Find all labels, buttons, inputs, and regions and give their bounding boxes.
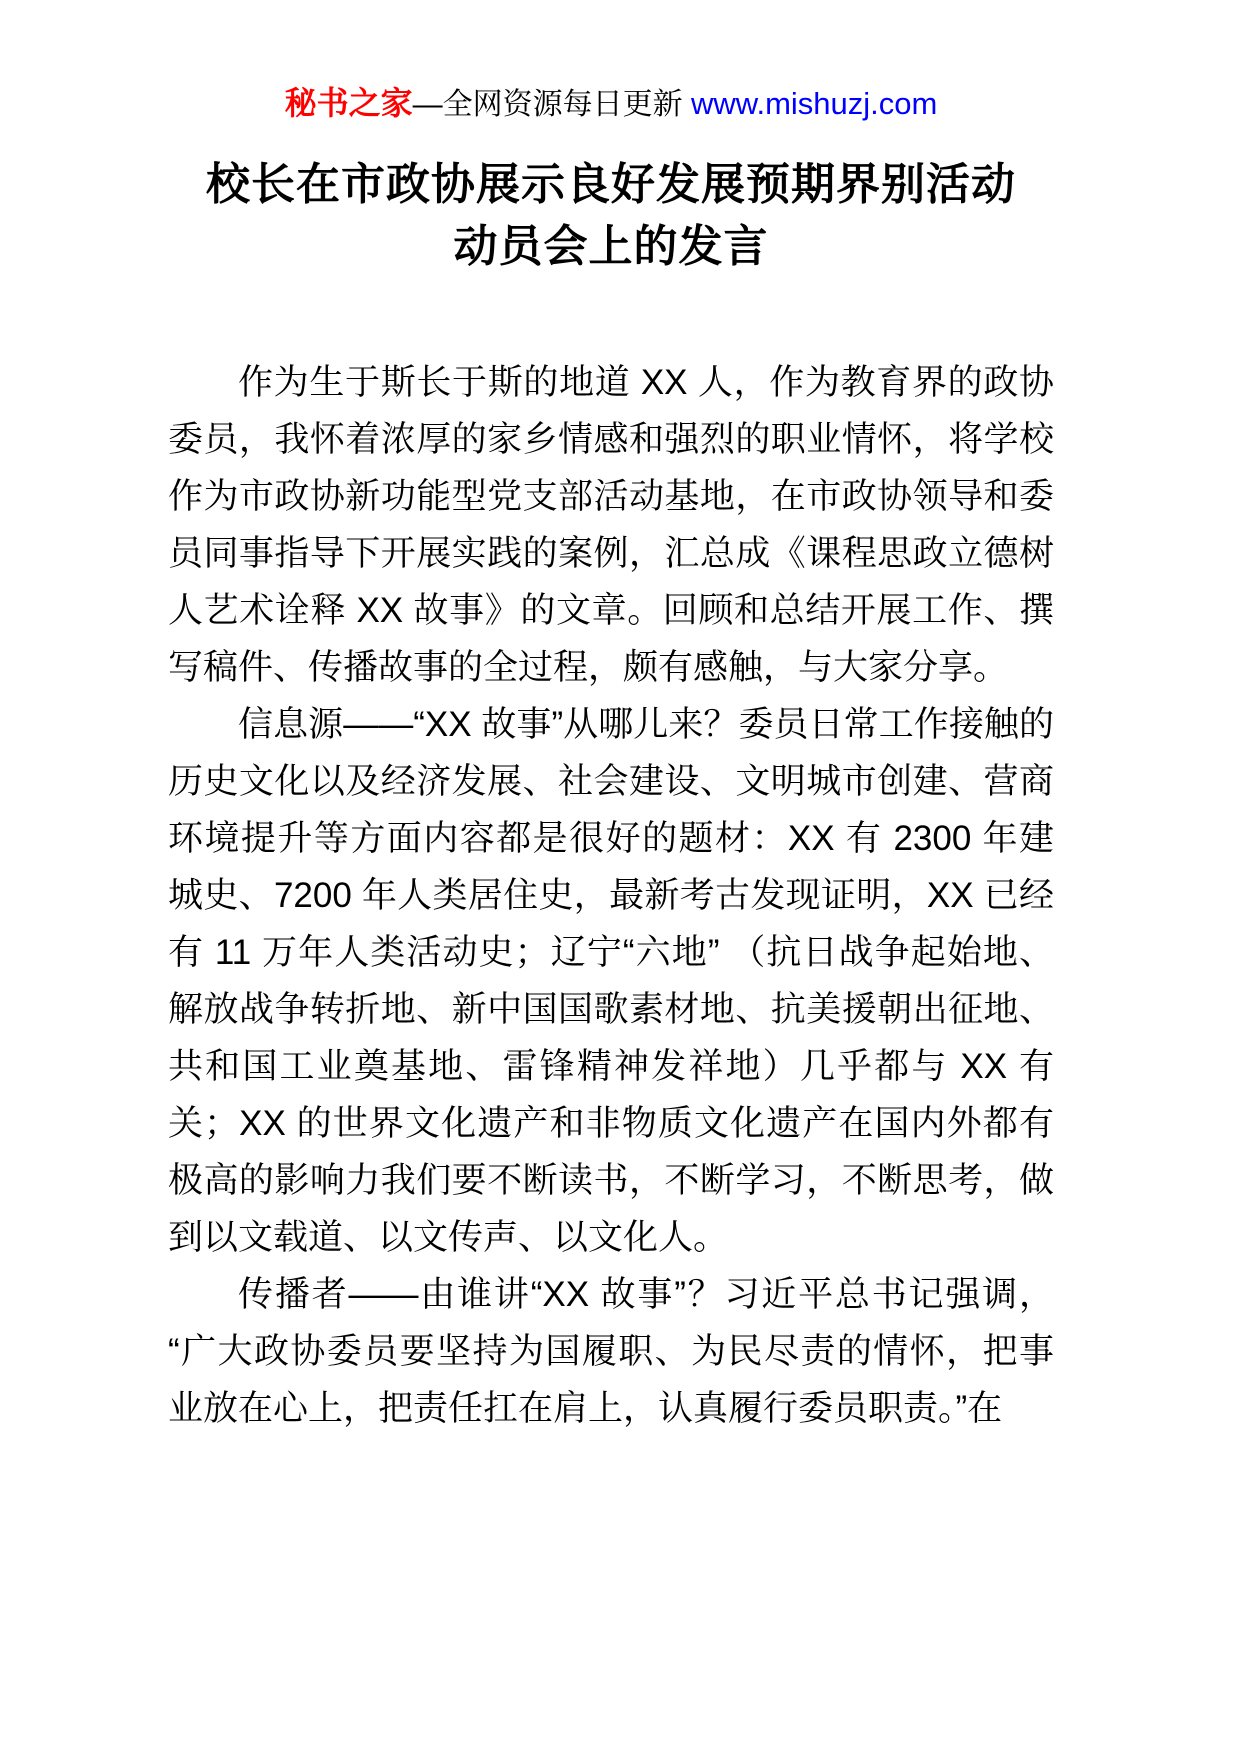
document-title-line-2: 动员会上的发言 — [453, 222, 769, 271]
document-title-line-1: 校长在市政协展示良好发展预期界别活动 — [206, 160, 1016, 209]
paragraph-3: 传播者——由谁讲“XX 故事”？习近平总书记强调，“广大政协委员要坚持为国履职、为民尽责的情怀，把事业放在心上，把责任扛在肩上，认真履行委员职责。”在 — [168, 1275, 1054, 1428]
document-content — [168, 0, 1054, 1437]
document-body — [168, 354, 1054, 1437]
site-brand: 秘书之家 — [284, 85, 413, 121]
site-tagline: —全网资源每日更新 — [412, 88, 692, 121]
site-header — [168, 82, 1054, 126]
paragraph-2: 信息源——“XX 故事”从哪儿来？委员日常工作接触的历史文化以及经济发展、社会建设、文明城市创建、营商环境提升等方面内容都是很好的题材：XX 有 2300 年建城史、7200 年人类居住史，最新考古发现证明，XX 已经有 11 万年人类活动史；辽宁“六地” （抗日战争起始地、解放战争转折地、新中国国歌素材地、抗美援朝出征地、共和国工业奠基地、雷锋精神发祥地）几乎都与 XX 有关；XX 的世界文化遗产和非物质文化遗产在国内外都有极高的影响力我们要不断读书，不断学习，不断思考，做到以文载道、以文传声、以文化人。 — [168, 705, 1054, 1257]
paragraph-1: 作为生于斯长于斯的地道 XX 人，作为教育界的政协委员，我怀着浓厚的家乡情感和强烈的职业情怀，将学校作为市政协新功能型党支部活动基地，在市政协领导和委员同事指导下开展实践的案例，汇总成《课程思政立德树人艺术诠释 XX 故事》的文章。回顾和总结开展工作、撰写稿件、传播故事的全过程，颇有感触，与大家分享。 — [168, 363, 1054, 687]
site-url-link[interactable]: www.mishuzj.com — [691, 86, 938, 121]
document-title — [168, 154, 1054, 278]
